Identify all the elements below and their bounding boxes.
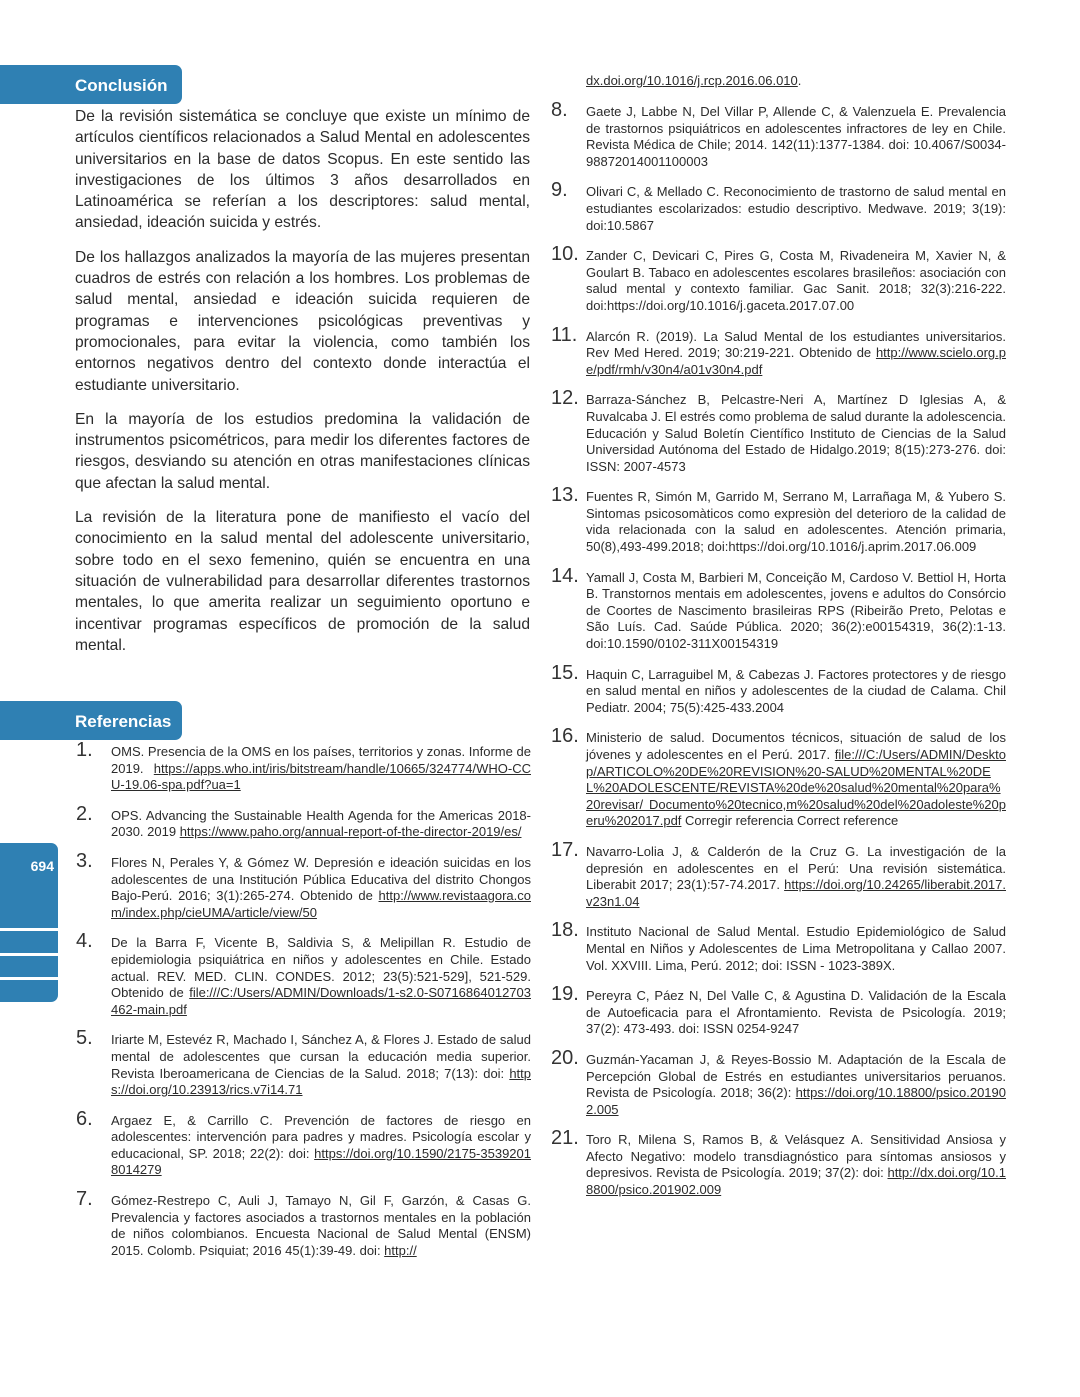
reference-citation: Olivari C, & Mellado C. Reconocimiento de trastorno de salud mental en estudiantes escolarizados: estudio descriptivo. Medwave. 2019; 3(19): doi:10.5867: [586, 184, 1006, 233]
reference-item: [76, 739, 531, 794]
reference-item: [76, 1188, 531, 1259]
reference-number: 13.: [551, 484, 579, 507]
reference-citation: De la Barra F, Vicente B, Saldivia S, & Melipillan R. Estudio de epidemiologia psiquiátrica en niños y adolescentes en Chile. Estado actual. REV. MED. CLIN. CONDES. 2012; 23(5):521-529], 521-529. Obtenido de: [111, 935, 531, 1001]
reference-link[interactable]: https://www.paho.org/annual-report-of-the-director-2019/es/: [179, 824, 522, 840]
reference-item: [551, 661, 1006, 717]
reference-citation: Barraza-Sánchez B, Pelcastre-Neri A, Martínez D Iglesias A, & Ruvalcaba J. El estrés como problema de salud durante la adolescencia. Educación y Salud Boletín Científico Instituto de Ciencias de la Salud Universidad Autónoma del Estado de Hidalgo.2019; 8(15):273-276. doi: ISSN: 2007-4573: [586, 392, 1006, 474]
reference-text: [586, 392, 1006, 475]
reference-link[interactable]: file:///C:/Users/ADMIN/Downloads/1-s2.0-S0716864012703462-main.pdf: [111, 985, 531, 1017]
reference-item: [551, 99, 1006, 170]
reference-number: 5.: [76, 1027, 93, 1050]
tab-stripe: [0, 977, 58, 980]
conclusion-paragraph: De la revisión sistemática se concluye que existe un mínimo de artículos científicos relacionados a Salud Mental en adolescentes universitarios en la base de datos Scopus. En este sentido las investigaciones de los últimos 3 años desarrollados en Latinoamérica se referían a los descriptores: salud mental, ansiedad, ideación suicida y estrés.: [75, 108, 530, 232]
reference-text: [111, 935, 531, 1018]
reference-item: [551, 564, 1006, 653]
page-number-tab: [0, 843, 58, 1002]
reference-text: [586, 184, 1006, 234]
reference-citation: Instituto Nacional de Salud Mental. Estudio Epidemiológico de Salud Mental en Niños y Adolescentes de Lima Metropolitana y Callao 2007. Vol. XXVIII. Lima, Perú. 2012; doi: ISSN - 1023-389X.: [586, 924, 1006, 973]
reference-item: [551, 1046, 1006, 1118]
reference-number: 9.: [551, 179, 568, 202]
reference-citation: Zander C, Devicari C, Pires G, Costa M, Rivadeneira M, Xavier N, & Goulart B. Tabaco en adolescentes escolares brasileños: asociación con salud mental y contexto familiar. Gac Sanit. 2018; 32(3):216-222. doi:https://doi.org/10.1016/j.gaceta.2017.07.00: [586, 248, 1006, 313]
reference-citation: Navarro-Lolia J, & Calderón de la Cruz G. La investigación de la depresión en adolescentes en el Perú: Una revisión sistemática. Liberabit 2017; 23(1):57-74.2017.: [586, 843, 1006, 893]
reference-number: 11.: [551, 323, 578, 346]
reference-citation: Fuentes R, Simón M, Garrido M, Serrano M, Larrañaga M, & Yubero S. Sintomas psicosomàticos como expresiòn del deterioro de la calidad de vida relacionada con la salud en adolescentes. Atención primaria, 50(8),493-499.2018; doi:https://doi.org/10.1016/j.aprim.2017.06.009: [586, 489, 1006, 555]
reference-citation: OMS. Presencia de la OMS en los países, territorios y zonas. Informe de 2019.: [111, 744, 531, 776]
reference-number: 1.: [76, 739, 93, 761]
reference-citation: Yamall J, Costa M, Barbieri M, Conceição M, Cardoso V. Bettiol H, Horta B. Transtornos mentais em adolescentes, jovens e adultos do Consórcio de Coortes de Nascimento brasileiras RPS (Ribeirão Preto, Pelotas e São Luís. Cad. Saúde Pública. 2020; 36(2):e00154319, 36(2):1-13. doi:10.1590/0102-311X00154319: [586, 569, 1006, 652]
reference-item: [551, 179, 1006, 234]
reference-text: [586, 248, 1006, 314]
reference-number: 12.: [551, 387, 579, 410]
reference-citation: Alarcón R. (2019). La Salud Mental de los estudiantes universitarios. Rev Med Hered. 2019; 30:219-221. Obtenido de: [586, 328, 1006, 361]
reference-number: 7.: [76, 1188, 93, 1211]
reference-continuation: [586, 73, 801, 88]
reference-item: [76, 849, 531, 921]
reference-number: 18.: [551, 919, 579, 942]
reference-text: [586, 730, 1006, 830]
reference-text: [586, 988, 1006, 1038]
reference-number: 3.: [76, 849, 93, 872]
reference-number: 2.: [76, 802, 93, 825]
reference-number: 10.: [551, 243, 579, 266]
reference-item: [76, 802, 531, 841]
reference-item: [76, 930, 531, 1018]
references-heading-text: Referencias: [75, 712, 172, 731]
reference-item: [76, 1027, 531, 1098]
reference-number: 4.: [76, 930, 93, 953]
reference-number: 6.: [76, 1107, 93, 1130]
reference-text: [586, 104, 1006, 170]
reference-text: [111, 744, 531, 794]
reference-item: [76, 1107, 531, 1179]
reference-link[interactable]: http://www.revistaagora.com/index.php/cieUMA/article/view/50: [111, 888, 531, 920]
reference-number: 19.: [551, 983, 579, 1006]
reference-citation: Gómez-Restrepo C, Auli J, Tamayo N, Gil F, Garzón, & Casas G. Prevalencia y factores asociados a trastornos mentales en la población de niños colombianos. Encuesta Nacional de Salud Mental (ENSM) 2015. Colomb. Psiquiat; 2016 45(1):39-49. doi:: [111, 1193, 531, 1258]
reference-number: 14.: [551, 564, 579, 587]
reference-number: 15.: [551, 661, 579, 684]
reference-number: 21.: [551, 1127, 579, 1150]
reference-link[interactable]: https://doi.org/10.23913/rics.v7i14.71: [111, 1065, 531, 1098]
reference-citation: Toro R, Milena S, Ramos B, & Velásquez A. Sensitividad Ansiosa y Afecto Negativo: modelo transdiagnóstico para síntomas ansiosos y depresivos. Revista de Psicología. 2019; 37(2): doi:: [586, 1132, 1006, 1181]
reference-text: [586, 1052, 1006, 1118]
reference-link[interactable]: dx.doi.org/10.1016/j.rcp.2016.06.010: [586, 73, 798, 88]
reference-link[interactable]: https://doi.org/10.1590/2175-35392018014279: [111, 1145, 531, 1178]
conclusion-paragraph: En la mayoría de los estudios predomina la validación de instrumentos psicométricos, para medir los diferentes factores de riesgos, desviando su atención en otras manifestaciones clínicas que afectan la salud mental.: [75, 410, 530, 492]
reference-citation: Flores N, Perales Y, & Gómez W. Depresión e ideación suicidas en los adolescentes de una Institución Pública Educativa del distrito Chongos Bajo-Perú. 2016; 3(1):265-274. Obtenido de: [111, 854, 531, 904]
reference-link[interactable]: https://doi.org/10.18800/psico.201902.005: [586, 1085, 1006, 1117]
continuation-suffix: .: [797, 73, 802, 88]
conclusion-heading-text: Conclusión: [75, 76, 168, 95]
reference-text: [586, 329, 1006, 379]
conclusion-body: [75, 106, 530, 669]
references-list-left: [76, 739, 531, 1273]
reference-note: Corregir referencia Correct reference: [681, 813, 899, 829]
tab-stripe: [0, 953, 58, 956]
reference-text: [111, 808, 531, 841]
reference-citation: Iriarte M, Estevéz R, Machado I, Sánchez A, & Flores J. Estado de salud mental de adolescentes que cursan la educación media superior. Revista Iberoamericana de Ciencias de la Salud. 2018; 7(13): doi:: [111, 1032, 531, 1081]
reference-citation: Gaete J, Labbe N, Del Villar P, Allende C, & Valenzuela E. Prevalencia de trastornos psiquiátricos en adolescentes infractores de ley en Chile. Revista Médica de Chile; 2014. 142(11):1377-1384. doi: 10.4067/S0034-98872014001100003: [586, 104, 1006, 169]
reference-citation: Guzmán-Yacaman J, & Reyes-Bossio M. Adaptación de la Escala de Percepción Global de Estrés en estudiantes universitarios peruanos. Revista de Psicología. 2018; 36(2):: [586, 1051, 1006, 1101]
reference-text: [586, 489, 1006, 555]
reference-item: [551, 919, 1006, 974]
reference-citation: Haquin C, Larraguibel M, & Cabezas J. Factores protectores y de riesgo en salud mental en niños y adolescentes de la ciudad de Calama. Chil Pediatr. 2004; 75(5):425-433.2004: [586, 666, 1006, 715]
reference-link[interactable]: http://: [384, 1242, 417, 1258]
conclusion-paragraph: De los hallazgos analizados la mayoría de las mujeres presentan cuadros de estrés con relación a los hombres. Los problemas de salud mental, ansiedad e ideación suicida requieren de programas e intervenciones psicológicas preventivas y promocionales, para evitar la violencia, como también los entornos negativos dentro del contexto donde interactúa el estudiante universitario.: [75, 248, 530, 394]
reference-number: 16.: [551, 725, 579, 748]
reference-item: [551, 243, 1006, 314]
reference-item: [551, 484, 1006, 555]
reference-number: 8.: [551, 99, 568, 121]
reference-link[interactable]: http://dx.doi.org/10.18800/psico.201902.009: [586, 1165, 1006, 1198]
conclusion-heading: [0, 65, 182, 104]
reference-item: [551, 1127, 1006, 1198]
reference-citation: Argaez E, & Carrillo C. Prevención de factores de riesgo en adolescentes: intervención para padres y madres. Psicología escolar y educacional, SP. 2018; 22(2): doi:: [111, 1112, 531, 1161]
reference-text: [111, 855, 531, 921]
reference-link[interactable]: https://apps.who.int/iris/bitstream/handle/10665/324774/WHO-CCU-19.06-spa.pdf?ua=1: [111, 760, 531, 793]
conclusion-paragraph: La revisión de la literatura pone de manifiesto el vacío del conocimiento en la salud mental del adolescente universitario, sobre todo en el sexo femenino, quién se encuentra en una situación de vulnerabilidad para desarrollar diferentes trastornos mentales, lo que amerita realizar un seguimiento oportuno e incentivar programas específicos de promoción de la salud mental.: [75, 509, 530, 654]
page-number: 694: [30, 858, 54, 874]
references-list-right: [551, 99, 1006, 1213]
reference-text: [111, 1032, 531, 1098]
reference-item: [551, 725, 1006, 830]
references-heading: [0, 701, 182, 740]
reference-item: [551, 983, 1006, 1038]
reference-link[interactable]: file:///C:/Users/ADMIN/Desktop/ARTICOLO%20DE%20REVISION%20-SALUD%20MENTAL%20DEL%20ADOLESCENTE/REVISTA%20de%20salud%20mental%20para% 20revisar/ Documento%20tecnico,m%20salud%20del%20adoleste%20peru%202017.pdf: [586, 747, 1006, 829]
reference-text: [586, 1132, 1006, 1198]
reference-number: 17.: [551, 838, 579, 861]
reference-link[interactable]: http://www.scielo.org.pe/pdf/rmh/v30n4/a01v30n4.pdf: [586, 345, 1006, 377]
tab-stripe: [0, 928, 58, 931]
reference-number: 20.: [551, 1046, 579, 1069]
reference-link[interactable]: https://doi.org/10.24265/liberabit.2017.v23n1.04: [586, 877, 1006, 909]
reference-text: [111, 1193, 531, 1259]
reference-citation: OPS. Advancing the Sustainable Health Agenda for the Americas 2018-2030. 2019: [111, 807, 531, 840]
reference-item: [551, 323, 1006, 379]
reference-text: [586, 924, 1006, 974]
reference-text: [586, 844, 1006, 910]
reference-text: [586, 570, 1006, 653]
reference-text: [111, 1113, 531, 1179]
reference-citation: Ministerio de salud. Documentos técnicos, situación de salud de los jóvenes y adolescentes en el Perú. 2017.: [586, 730, 1006, 762]
reference-item: [551, 387, 1006, 475]
reference-citation: Pereyra C, Páez N, Del Valle C, & Agustina D. Validación de la Escala de Autoeficacia para el Afrontamiento. Revista de Psicología. 2019; 37(2): 473-493. doi: ISSN 0254-9247: [586, 988, 1006, 1037]
reference-text: [586, 667, 1006, 717]
reference-item: [551, 838, 1006, 910]
